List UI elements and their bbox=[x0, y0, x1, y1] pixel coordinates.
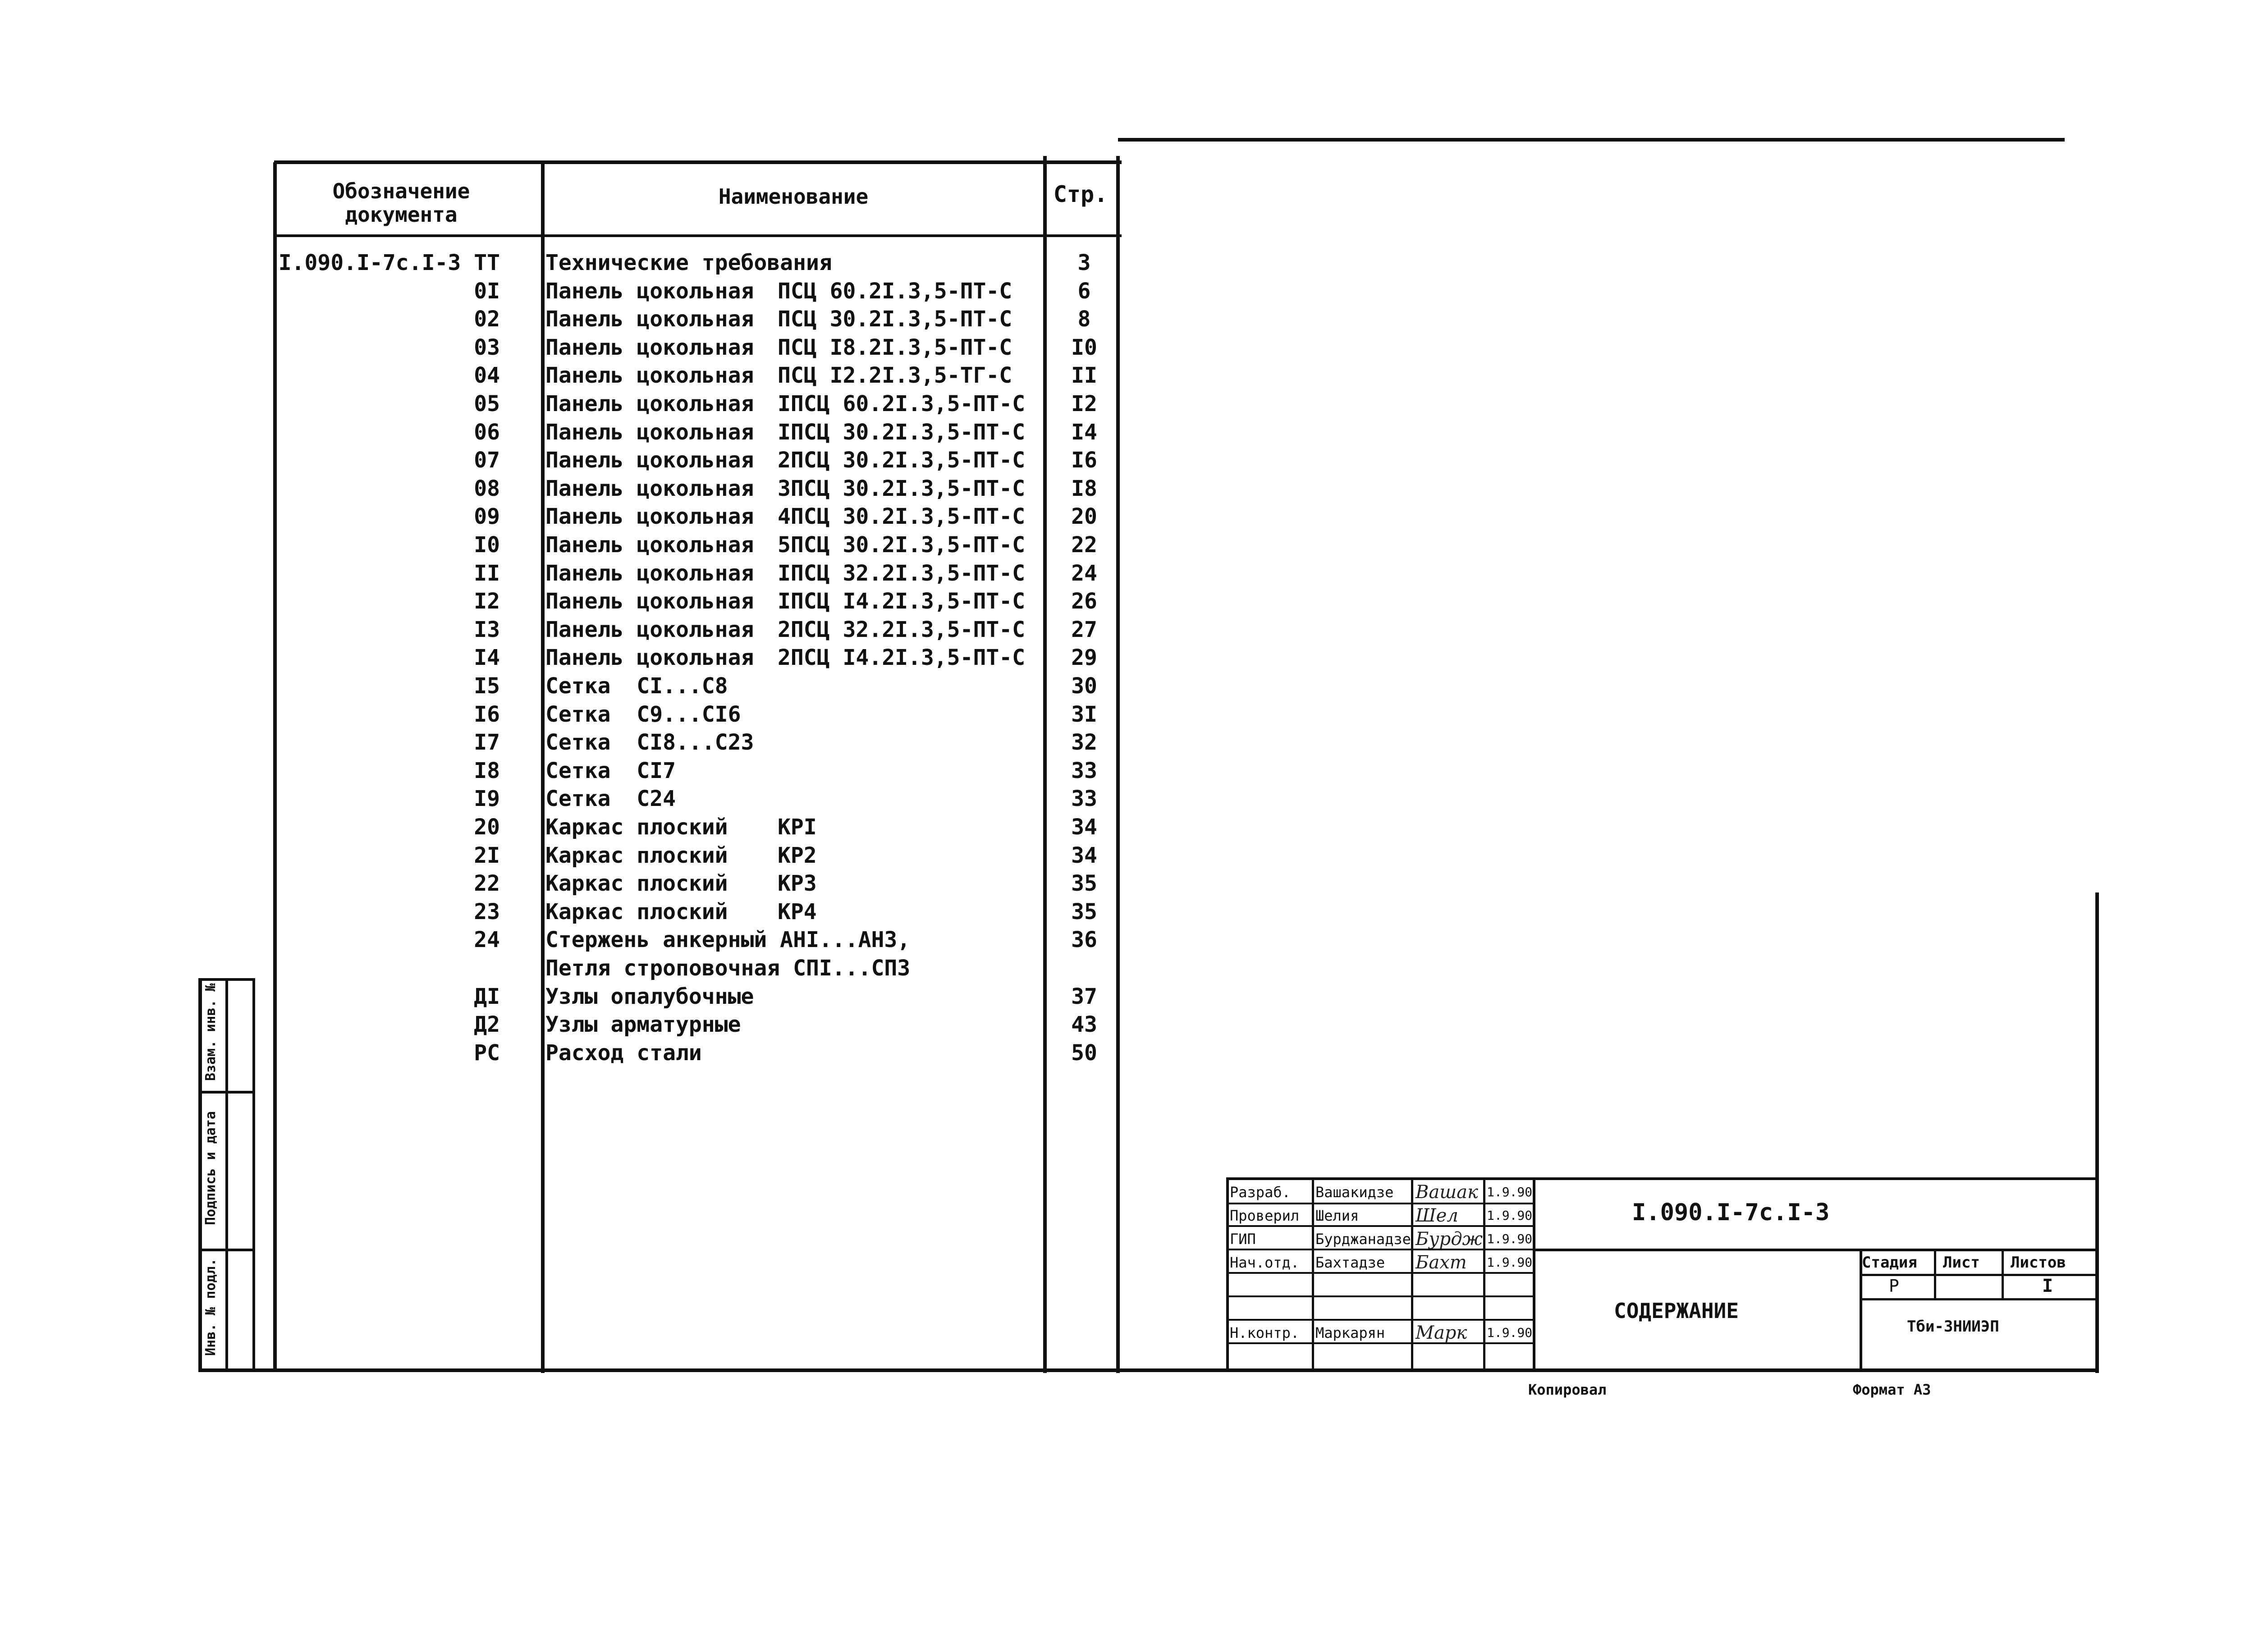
table-row bbox=[0, 277, 2254, 305]
row-name: Узлы арматурные bbox=[545, 1012, 741, 1038]
tb-stage-label: Стадия bbox=[1862, 1254, 1917, 1272]
row-mark: IПСЦ 60.2I.3,5-ПТ-С bbox=[778, 391, 1026, 416]
row-page: 35 bbox=[1071, 871, 1097, 897]
row-name: Панель цокольная bbox=[545, 307, 754, 332]
row-mark: 2ПСЦ 30.2I.3,5-ПТ-С bbox=[778, 448, 1026, 473]
tb-sheets-value: I bbox=[2042, 1276, 2053, 1296]
row-page: 30 bbox=[1071, 673, 1097, 699]
row-code: 02 bbox=[474, 307, 500, 332]
tb-name: Бурджанадзе bbox=[1315, 1231, 1411, 1248]
tb-name: Бахтадзе bbox=[1315, 1254, 1385, 1271]
header-name: Наименование bbox=[718, 184, 869, 209]
row-page: 6 bbox=[1077, 278, 1091, 304]
row-code: I2 bbox=[474, 589, 500, 614]
row-name: Технические требования bbox=[545, 250, 832, 275]
tb-date: 1.9.90 bbox=[1487, 1325, 1533, 1340]
table-row bbox=[0, 700, 2254, 728]
row-name: Сетка CI7 bbox=[545, 758, 676, 783]
row-page: I2 bbox=[1071, 391, 1097, 416]
tb-stage-hline-2 bbox=[1860, 1298, 2099, 1300]
row-page: 3I bbox=[1071, 701, 1097, 727]
row-code: ДI bbox=[474, 984, 500, 1009]
tb-date: 1.9.90 bbox=[1487, 1255, 1533, 1270]
row-name: Каркас плоский bbox=[545, 871, 728, 897]
header-bottom-border bbox=[274, 234, 1122, 237]
table-row bbox=[0, 475, 2254, 503]
tb-mid-horizontal bbox=[1533, 1249, 2099, 1251]
header-page: Стр. bbox=[1053, 181, 1108, 207]
tb-organization: Тби-ЗНИИЭП bbox=[1907, 1318, 1999, 1336]
tb-row-line bbox=[1226, 1295, 1533, 1297]
table-row bbox=[0, 842, 2254, 869]
tb-stage-value: Р bbox=[1889, 1276, 1899, 1296]
tb-signature: Марк bbox=[1416, 1323, 1467, 1343]
row-mark: ПСЦ I8.2I.3,5-ПТ-С bbox=[778, 334, 1012, 360]
row-page: 22 bbox=[1071, 532, 1097, 558]
stamp-inner-line bbox=[225, 978, 228, 1370]
row-name: Расход стали bbox=[545, 1040, 702, 1066]
row-name: Сетка CI...C8 bbox=[545, 673, 728, 699]
row-code: 08 bbox=[474, 476, 500, 501]
row-code: I3 bbox=[474, 617, 500, 642]
row-page: 33 bbox=[1071, 758, 1097, 783]
table-row bbox=[0, 503, 2254, 531]
sheet-bottom-border bbox=[198, 1368, 2099, 1372]
row-name: Панель цокольная bbox=[545, 419, 754, 445]
row-name: Сетка CI8...C23 bbox=[545, 730, 754, 755]
table-row bbox=[0, 446, 2254, 474]
tb-row-line bbox=[1226, 1319, 1533, 1321]
tb-role: Разраб. bbox=[1230, 1184, 1291, 1201]
row-page: I8 bbox=[1071, 476, 1097, 501]
row-page: 34 bbox=[1071, 815, 1097, 840]
stamp-inv-podl: Инв. № подл. bbox=[203, 1258, 219, 1356]
table-row bbox=[0, 305, 2254, 333]
row-code: 2I bbox=[474, 842, 500, 868]
row-code: Д2 bbox=[474, 1012, 500, 1038]
row-name: Панель цокольная bbox=[545, 278, 754, 304]
row-code: 0I bbox=[474, 278, 500, 304]
table-row bbox=[0, 954, 2254, 982]
header-designation: Обозначение документа bbox=[332, 179, 470, 227]
row-name: Каркас плоский bbox=[545, 899, 728, 924]
row-code: 20 bbox=[474, 815, 500, 840]
row-mark: IПСЦ I4.2I.3,5-ПТ-С bbox=[778, 589, 1026, 614]
row-code: I7 bbox=[474, 730, 500, 755]
table-row bbox=[0, 1039, 2254, 1067]
row-page: 20 bbox=[1071, 504, 1097, 530]
footer-format: Формат А3 bbox=[1853, 1381, 1931, 1398]
row-code: 09 bbox=[474, 504, 500, 530]
row-name: Сетка C24 bbox=[545, 786, 676, 812]
row-page: I6 bbox=[1071, 448, 1097, 473]
table-row bbox=[0, 644, 2254, 672]
row-page: 29 bbox=[1071, 645, 1097, 671]
row-mark: IПСЦ 32.2I.3,5-ПТ-С bbox=[778, 560, 1026, 586]
row-name: Узлы опалубочные bbox=[545, 984, 754, 1009]
row-code: I8 bbox=[474, 758, 500, 783]
tb-date: 1.9.90 bbox=[1487, 1208, 1533, 1223]
row-code: I9 bbox=[474, 786, 500, 812]
row-mark: ПСЦ I2.2I.3,5-ТГ-С bbox=[778, 363, 1012, 389]
table-row bbox=[0, 334, 2254, 362]
row-code: I.090.I-7c.I-3 TT bbox=[278, 250, 500, 275]
row-mark: 3ПСЦ 30.2I.3,5-ПТ-С bbox=[778, 476, 1026, 501]
row-page: I4 bbox=[1071, 419, 1097, 445]
tb-designation: I.090.I-7c.I-3 bbox=[1632, 1199, 1830, 1226]
table-row bbox=[0, 587, 2254, 615]
table-top-border bbox=[274, 160, 1122, 164]
table-row bbox=[0, 559, 2254, 587]
row-name: Панель цокольная bbox=[545, 363, 754, 389]
table-row bbox=[0, 898, 2254, 926]
row-code: 23 bbox=[474, 899, 500, 924]
row-mark: КР4 bbox=[778, 899, 817, 924]
tb-row-line bbox=[1226, 1203, 1533, 1204]
table-row bbox=[0, 983, 2254, 1011]
stamp-top bbox=[198, 978, 255, 981]
table-row bbox=[0, 418, 2254, 446]
footer-copied: Копировал bbox=[1528, 1381, 1607, 1398]
sheet-top-border bbox=[1118, 138, 2065, 142]
tb-role: Нач.отд. bbox=[1230, 1254, 1300, 1271]
table-row bbox=[0, 1011, 2254, 1039]
row-name: Стержень анкерный АНI...АН3, bbox=[545, 927, 911, 953]
tb-role: Проверил bbox=[1230, 1207, 1300, 1224]
tb-date: 1.9.90 bbox=[1487, 1185, 1533, 1199]
tb-title: СОДЕРЖАНИЕ bbox=[1614, 1299, 1739, 1323]
tb-signature: Шел bbox=[1416, 1205, 1458, 1226]
row-page: 8 bbox=[1077, 307, 1091, 332]
row-name: Петля строповочная СПI...СП3 bbox=[545, 956, 911, 981]
tb-signature: Вашак bbox=[1416, 1182, 1478, 1203]
tb-top bbox=[1226, 1177, 2099, 1180]
table-row bbox=[0, 728, 2254, 756]
row-page: 27 bbox=[1071, 617, 1097, 642]
row-page: II bbox=[1071, 363, 1097, 389]
row-mark: 2ПСЦ 32.2I.3,5-ПТ-С bbox=[778, 617, 1026, 642]
tb-date: 1.9.90 bbox=[1487, 1231, 1533, 1246]
row-page: 36 bbox=[1071, 927, 1097, 953]
tb-name: Вашакидзе bbox=[1315, 1184, 1394, 1201]
tb-name: Шелия bbox=[1315, 1207, 1359, 1224]
row-mark: КР2 bbox=[778, 842, 817, 868]
row-page: I0 bbox=[1071, 334, 1097, 360]
row-name: Каркас плоский bbox=[545, 815, 728, 840]
tb-stage-div-2 bbox=[2002, 1249, 2004, 1298]
row-code: 22 bbox=[474, 871, 500, 897]
tb-name: Маркарян bbox=[1315, 1324, 1385, 1341]
stamp-inner-line-2 bbox=[252, 978, 255, 1370]
row-page: 24 bbox=[1071, 560, 1097, 586]
row-page: 35 bbox=[1071, 899, 1097, 924]
row-code: 03 bbox=[474, 334, 500, 360]
tb-sheet-label: Лист bbox=[1943, 1254, 1980, 1272]
tb-role: ГИП bbox=[1230, 1231, 1256, 1248]
row-name: Панель цокольная bbox=[545, 504, 754, 530]
row-mark: 5ПСЦ 30.2I.3,5-ПТ-С bbox=[778, 532, 1026, 558]
row-name: Сетка C9...CI6 bbox=[545, 701, 741, 727]
row-code: I0 bbox=[474, 532, 500, 558]
table-row bbox=[0, 249, 2254, 277]
tb-role: Н.контр. bbox=[1230, 1324, 1300, 1341]
row-name: Панель цокольная bbox=[545, 645, 754, 671]
row-name: Панель цокольная bbox=[545, 617, 754, 642]
table-row bbox=[0, 616, 2254, 644]
tb-signature: Бурдж bbox=[1416, 1229, 1483, 1249]
row-code: II bbox=[474, 560, 500, 586]
stamp-div-1 bbox=[198, 1091, 255, 1094]
row-code: I4 bbox=[474, 645, 500, 671]
table-row bbox=[0, 531, 2254, 559]
row-mark: 4ПСЦ 30.2I.3,5-ПТ-С bbox=[778, 504, 1026, 530]
tb-stage-div-1 bbox=[1934, 1249, 1936, 1298]
table-row bbox=[0, 926, 2254, 954]
table-row bbox=[0, 785, 2254, 813]
row-mark: IПСЦ 30.2I.3,5-ПТ-С bbox=[778, 419, 1026, 445]
tb-col-main bbox=[1533, 1177, 1535, 1371]
row-name: Панель цокольная bbox=[545, 560, 754, 586]
table-row bbox=[0, 672, 2254, 700]
row-mark: ПСЦ 60.2I.3,5-ПТ-С bbox=[778, 278, 1012, 304]
row-mark: 2ПСЦ I4.2I.3,5-ПТ-С bbox=[778, 645, 1026, 671]
row-code: 05 bbox=[474, 391, 500, 416]
row-name: Каркас плоский bbox=[545, 842, 728, 868]
table-row bbox=[0, 362, 2254, 389]
table-row bbox=[0, 757, 2254, 785]
row-page: 50 bbox=[1071, 1040, 1097, 1066]
row-page: 43 bbox=[1071, 1012, 1097, 1038]
tb-signature: Бахт bbox=[1416, 1252, 1467, 1273]
row-name: Панель цокольная bbox=[545, 476, 754, 501]
table-row bbox=[0, 390, 2254, 418]
row-mark: КРI bbox=[778, 815, 817, 840]
stamp-div-2 bbox=[198, 1249, 255, 1251]
row-code: I5 bbox=[474, 673, 500, 699]
row-code: 06 bbox=[474, 419, 500, 445]
row-name: Панель цокольная bbox=[545, 334, 754, 360]
row-page: 33 bbox=[1071, 786, 1097, 812]
table-row bbox=[0, 813, 2254, 841]
row-code: РС bbox=[474, 1040, 500, 1066]
stamp-sign-date: Подпись и дата bbox=[203, 1111, 219, 1225]
tb-sheets-label: Листов bbox=[2011, 1254, 2066, 1272]
row-page: 34 bbox=[1071, 842, 1097, 868]
row-mark: ПСЦ 30.2I.3,5-ПТ-С bbox=[778, 307, 1012, 332]
row-page: 37 bbox=[1071, 984, 1097, 1009]
row-page: 32 bbox=[1071, 730, 1097, 755]
stamp-inv-vzam: Взам. инв. № bbox=[203, 983, 219, 1081]
row-name: Панель цокольная bbox=[545, 448, 754, 473]
row-name: Панель цокольная bbox=[545, 589, 754, 614]
row-code: 04 bbox=[474, 363, 500, 389]
row-code: I6 bbox=[474, 701, 500, 727]
stamp-outer-left bbox=[198, 978, 202, 1370]
row-code: 24 bbox=[474, 927, 500, 953]
row-page: 3 bbox=[1077, 250, 1091, 275]
row-name: Панель цокольная bbox=[545, 391, 754, 416]
row-code: 07 bbox=[474, 448, 500, 473]
row-page: 26 bbox=[1071, 589, 1097, 614]
row-name: Панель цокольная bbox=[545, 532, 754, 558]
table-row bbox=[0, 869, 2254, 897]
row-mark: КР3 bbox=[778, 871, 817, 897]
